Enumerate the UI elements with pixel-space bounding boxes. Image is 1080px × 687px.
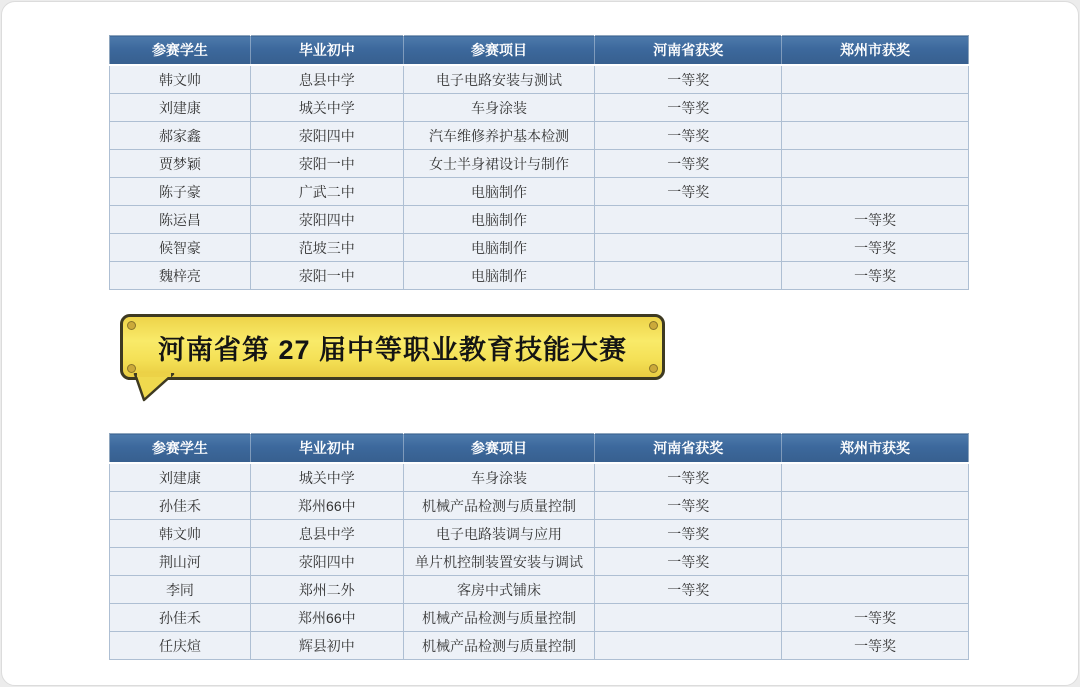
table-cell <box>782 65 969 94</box>
table-cell: 孙佳禾 <box>110 492 251 520</box>
table-cell: 车身涂装 <box>403 463 595 492</box>
table-cell: 一等奖 <box>782 234 969 262</box>
competition-title-banner <box>120 314 665 380</box>
table-cell: 一等奖 <box>782 262 969 290</box>
table-cell: 一等奖 <box>595 178 782 206</box>
table-cell: 辉县初中 <box>250 632 403 660</box>
table-cell: 车身涂装 <box>403 94 595 122</box>
table-cell: 任庆煊 <box>110 632 251 660</box>
table-cell: 一等奖 <box>595 520 782 548</box>
competition-title-text: 河南省第 27 届中等职业教育技能大赛 <box>157 334 628 365</box>
table-cell: 郑州66中 <box>250 604 403 632</box>
table-cell: 一等奖 <box>595 576 782 604</box>
table-cell <box>595 206 782 234</box>
table-row <box>110 150 969 178</box>
column-header: 河南省获奖 <box>595 36 782 66</box>
awards-table-2-header <box>110 434 969 464</box>
table-row <box>110 234 969 262</box>
table-cell <box>595 604 782 632</box>
table-cell: 荥阳四中 <box>250 122 403 150</box>
table-cell: 单片机控制装置安装与调试 <box>403 548 595 576</box>
table-row <box>110 463 969 492</box>
table-cell: 荥阳一中 <box>250 150 403 178</box>
table-row <box>110 178 969 206</box>
table-cell: 客房中式铺床 <box>403 576 595 604</box>
awards-table-1-header <box>110 36 969 66</box>
table-cell: 陈运昌 <box>110 206 251 234</box>
banner-corner-dot <box>649 321 658 330</box>
table-header-row <box>110 36 969 66</box>
awards-table-1 <box>109 35 969 290</box>
column-header: 郑州市获奖 <box>782 36 969 66</box>
awards-table-1-body <box>110 65 969 290</box>
table-cell: 一等奖 <box>595 548 782 576</box>
table-cell: 荆山河 <box>110 548 251 576</box>
table-cell: 范坡三中 <box>250 234 403 262</box>
awards-table-2 <box>109 433 969 660</box>
table-cell: 女士半身裙设计与制作 <box>403 150 595 178</box>
table-cell: 电子电路安装与测试 <box>403 65 595 94</box>
column-header: 毕业初中 <box>250 36 403 66</box>
table-cell: 刘建康 <box>110 463 251 492</box>
table-row <box>110 520 969 548</box>
table-cell: 魏梓亮 <box>110 262 251 290</box>
table-cell <box>782 548 969 576</box>
table-cell: 陈子豪 <box>110 178 251 206</box>
table-cell: 一等奖 <box>595 463 782 492</box>
page-card <box>1 1 1079 686</box>
column-header: 毕业初中 <box>250 434 403 464</box>
table-cell: 荥阳四中 <box>250 206 403 234</box>
table-cell <box>782 520 969 548</box>
table-cell <box>782 492 969 520</box>
table-cell <box>782 463 969 492</box>
table-row <box>110 122 969 150</box>
column-header: 郑州市获奖 <box>782 434 969 464</box>
table-cell: 城关中学 <box>250 94 403 122</box>
table-cell: 电脑制作 <box>403 206 595 234</box>
table-cell: 机械产品检测与质量控制 <box>403 632 595 660</box>
table-cell <box>782 94 969 122</box>
table-cell: 荥阳四中 <box>250 548 403 576</box>
table-row <box>110 576 969 604</box>
table-cell: 广武二中 <box>250 178 403 206</box>
table-cell: 电脑制作 <box>403 178 595 206</box>
table-cell: 息县中学 <box>250 520 403 548</box>
table-cell: 一等奖 <box>782 206 969 234</box>
table-cell <box>782 150 969 178</box>
column-header: 河南省获奖 <box>595 434 782 464</box>
table-cell: 李同 <box>110 576 251 604</box>
table-cell: 城关中学 <box>250 463 403 492</box>
column-header: 参赛学生 <box>110 434 251 464</box>
table-cell: 机械产品检测与质量控制 <box>403 604 595 632</box>
table-cell: 一等奖 <box>782 604 969 632</box>
table-cell <box>782 122 969 150</box>
table-cell: 荥阳一中 <box>250 262 403 290</box>
table-row <box>110 632 969 660</box>
table-cell: 电子电路装调与应用 <box>403 520 595 548</box>
banner-corner-dot <box>127 321 136 330</box>
table-cell <box>782 576 969 604</box>
table-cell: 一等奖 <box>595 492 782 520</box>
banner-corner-dot <box>127 364 136 373</box>
table-row <box>110 604 969 632</box>
table-cell: 韩文帅 <box>110 65 251 94</box>
table-cell: 电脑制作 <box>403 262 595 290</box>
table-cell: 刘建康 <box>110 94 251 122</box>
table-row <box>110 65 969 94</box>
table-row <box>110 94 969 122</box>
table-cell <box>595 632 782 660</box>
table-cell: 一等奖 <box>782 632 969 660</box>
awards-table-2-body <box>110 463 969 660</box>
table-cell: 一等奖 <box>595 122 782 150</box>
table-cell: 孙佳禾 <box>110 604 251 632</box>
table-cell: 一等奖 <box>595 150 782 178</box>
table-cell: 韩文帅 <box>110 520 251 548</box>
table-cell: 郝家鑫 <box>110 122 251 150</box>
column-header: 参赛学生 <box>110 36 251 66</box>
table-cell: 汽车维修养护基本检测 <box>403 122 595 150</box>
table-row <box>110 492 969 520</box>
banner-tail-pointer <box>129 373 183 403</box>
table-row <box>110 206 969 234</box>
table-cell: 郑州66中 <box>250 492 403 520</box>
table-cell: 一等奖 <box>595 65 782 94</box>
table-cell <box>782 178 969 206</box>
table-cell: 候智豪 <box>110 234 251 262</box>
table-cell: 机械产品检测与质量控制 <box>403 492 595 520</box>
table-cell <box>595 262 782 290</box>
banner-corner-dot <box>649 364 658 373</box>
table-cell: 贾梦颖 <box>110 150 251 178</box>
table-cell: 电脑制作 <box>403 234 595 262</box>
column-header: 参赛项目 <box>403 36 595 66</box>
table-cell: 一等奖 <box>595 94 782 122</box>
table-header-row <box>110 434 969 464</box>
table-cell <box>595 234 782 262</box>
table-cell: 息县中学 <box>250 65 403 94</box>
table-row <box>110 262 969 290</box>
column-header: 参赛项目 <box>403 434 595 464</box>
table-row <box>110 548 969 576</box>
table-cell: 郑州二外 <box>250 576 403 604</box>
